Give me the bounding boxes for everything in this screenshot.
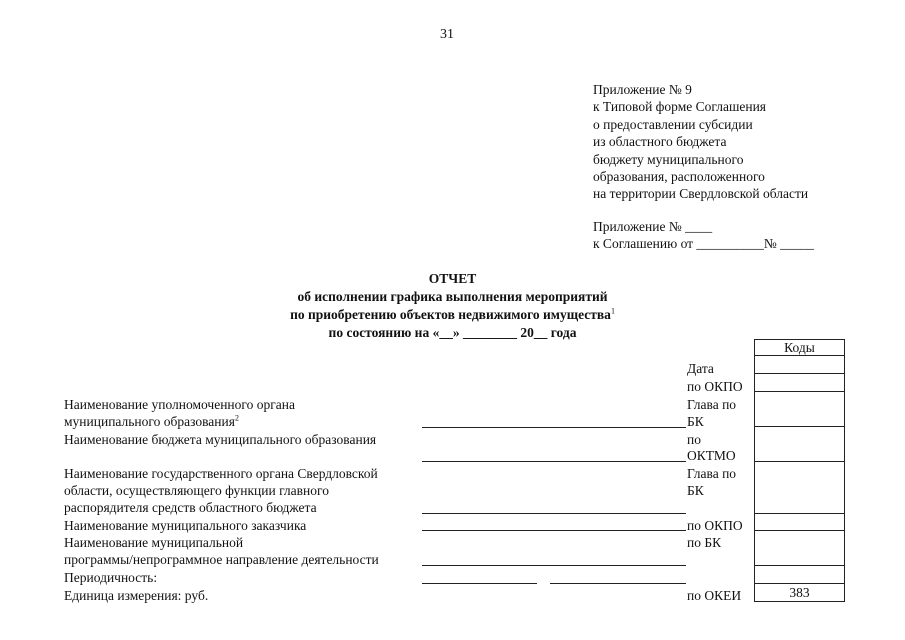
code-cell-bk[interactable] [754,531,845,566]
field-label: Единица измерения: руб. [64,588,209,603]
fill-line-customer[interactable] [422,530,686,531]
fill-line-org[interactable] [422,427,686,428]
field-label: Наименование государственного органа Свердловской [64,466,378,481]
agreement-caption [593,218,814,253]
code-label: Глава по [687,397,737,412]
appendix-caption [593,81,808,203]
field-label: Периодичность: [64,570,158,585]
code-label: по ОКЕИ [687,588,742,603]
code-cell-okpo[interactable] [754,374,845,392]
code-label: по ОКПО [687,518,743,533]
field-label: распорядителя средств областного бюджета [64,500,317,515]
appendix-line: к Типовой форме Соглашения [593,99,767,115]
title-line-text: по приобретению объектов недвижимого имущества [290,307,611,322]
code-cell-okpo-customer[interactable] [754,514,845,531]
field-label: Наименование бюджета муниципального образования [64,432,377,447]
title-line [0,306,905,323]
footnote-mark: 2 [234,413,239,423]
page-number: 31 [440,27,454,42]
codes-header: Коды [754,339,845,356]
field-label: Наименование муниципального заказчика [64,518,307,533]
field-label: области, осуществляющего функции главного [64,483,329,498]
code-label: по ОКПО [687,379,743,394]
appendix-line: образования, расположенного [593,169,765,185]
code-cell-glava-state[interactable] [754,462,845,514]
appendix-line: Приложение № 9 [593,82,692,97]
field-label: Наименование муниципальной [64,535,244,550]
title-heading: ОТЧЕТ [428,271,477,286]
code-label: по БК [687,535,722,550]
code-label: ОКТМО [687,448,736,463]
code-label: БК [687,483,704,498]
appendix-line: о предоставлении субсидии [593,116,753,132]
field-label-text: муниципального образования [64,414,235,429]
code-label: по [687,432,701,447]
code-cell-date[interactable] [754,356,845,374]
title-line: об исполнении графика выполнения мероприятий [297,289,608,304]
code-label: БК [687,414,704,429]
code-cell-periodicity[interactable] [754,566,845,584]
fill-line-state-org[interactable] [422,513,686,514]
fill-line-program[interactable] [422,565,686,566]
appendix-line: на территории Свердловской области [593,186,809,202]
fill-line-periodicity-b[interactable] [550,583,686,584]
code-cell-glava[interactable] [754,392,845,427]
code-label: Глава по [687,466,737,481]
fill-line-budget[interactable] [422,461,686,462]
field-label: программы/непрограммное направление деятельности [64,552,379,567]
code-label: Дата [687,361,714,376]
title-line: по состоянию на «__» ________ 20__ года [328,325,577,340]
field-label [64,413,239,430]
appendix-line: из областного бюджета [593,134,727,150]
agreement-line: Приложение № ____ [593,219,713,234]
code-cell-oktmo[interactable] [754,427,845,462]
code-cell-okei[interactable]: 383 [754,584,845,602]
footnote-mark: 1 [610,306,615,316]
appendix-line: бюджету муниципального [593,151,744,167]
fill-line-periodicity-a[interactable] [422,583,537,584]
field-label: Наименование уполномоченного органа [64,397,295,412]
agreement-line: к Соглашению от __________№ _____ [593,236,814,252]
